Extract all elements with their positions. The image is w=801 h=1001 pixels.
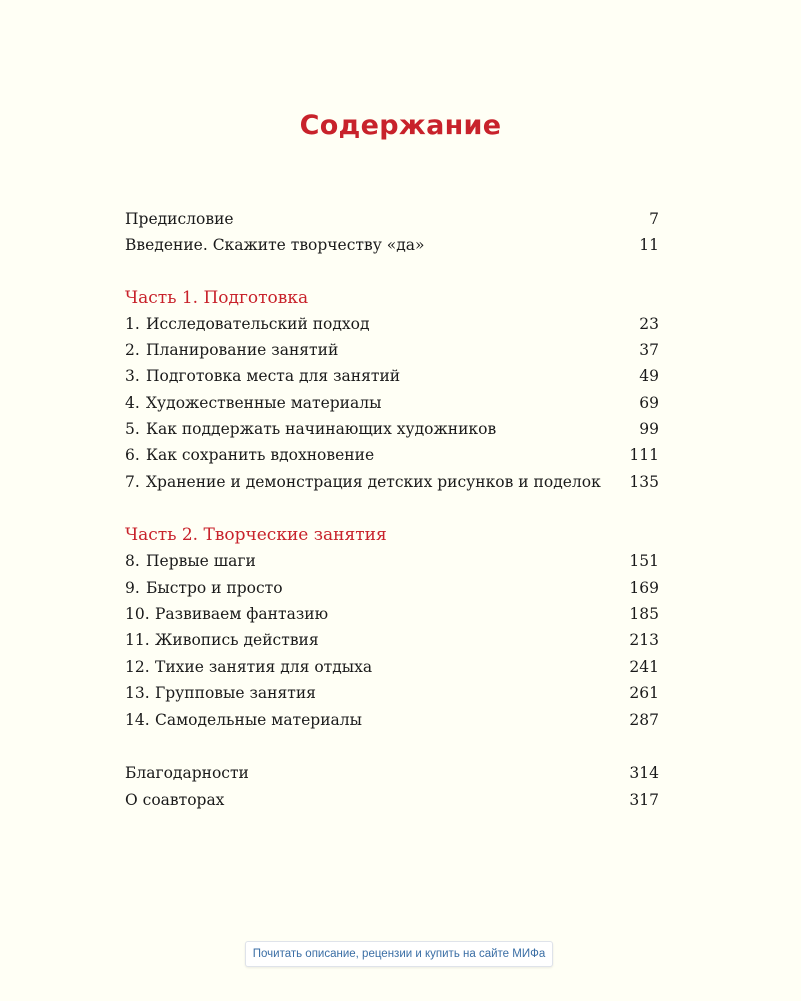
toc-entry-introduction[interactable] (125, 233, 659, 257)
entry-title: О соавторах (125, 791, 225, 809)
entry-title: Планирование занятий (146, 341, 339, 359)
chapter-number: 3. (125, 367, 140, 385)
entry-title: Развиваем фантазию (155, 605, 329, 623)
entry-page: 23 (639, 315, 659, 333)
chapter-number: 11. (125, 631, 150, 649)
chapter-number: 14. (125, 711, 150, 729)
toc-entry-chapter-7[interactable] (125, 470, 659, 494)
entry-page: 11 (639, 236, 659, 254)
toc-entry-chapter-6[interactable] (125, 443, 659, 467)
chapter-number: 2. (125, 341, 140, 359)
toc-entry-chapter-8[interactable] (125, 549, 659, 573)
toc-entry-chapter-2[interactable] (125, 338, 659, 362)
entry-title: Благодарности (125, 764, 249, 782)
entry-page: 99 (639, 420, 659, 438)
chapter-number: 10. (125, 605, 150, 623)
toc-entry-chapter-9[interactable] (125, 576, 659, 600)
toc-entry-chapter-10[interactable] (125, 602, 659, 626)
entry-page: 241 (629, 658, 659, 676)
entry-title: Групповые занятия (155, 684, 316, 702)
chapter-number: 12. (125, 658, 150, 676)
entry-page: 7 (649, 210, 659, 228)
entry-title: Как сохранить вдохновение (146, 446, 375, 464)
entry-title: Самодельные материалы (155, 711, 362, 729)
toc-entry-chapter-5[interactable] (125, 417, 659, 441)
chapter-number: 8. (125, 552, 140, 570)
toc-entry-chapter-12[interactable] (125, 655, 659, 679)
part-1-heading[interactable]: Часть 1. Подготовка (125, 288, 309, 308)
entry-title: Быстро и просто (146, 579, 283, 597)
toc-entry-preface[interactable] (125, 207, 659, 231)
part-2-heading[interactable]: Часть 2. Творческие занятия (125, 525, 387, 545)
toc-entry-acknowledgements[interactable] (125, 761, 659, 785)
entry-page: 135 (629, 473, 659, 491)
entry-title: Художественные материалы (146, 394, 382, 412)
chapter-number: 13. (125, 684, 150, 702)
toc-entry-chapter-11[interactable] (125, 628, 659, 652)
chapter-number: 6. (125, 446, 140, 464)
entry-title: Исследовательский подход (146, 315, 370, 333)
entry-page: 111 (629, 446, 659, 464)
entry-page: 37 (639, 341, 659, 359)
chapter-number: 9. (125, 579, 140, 597)
entry-page: 69 (639, 394, 659, 412)
chapter-number: 7. (125, 473, 140, 491)
toc-entry-chapter-4[interactable] (125, 391, 659, 415)
entry-page: 185 (629, 605, 659, 623)
entry-title: Предисловие (125, 210, 234, 228)
chapter-number: 5. (125, 420, 140, 438)
chapter-number: 1. (125, 315, 140, 333)
toc-entry-chapter-13[interactable] (125, 681, 659, 705)
entry-page: 151 (629, 552, 659, 570)
entry-page: 169 (629, 579, 659, 597)
entry-title: Первые шаги (146, 552, 256, 570)
toc-entry-chapter-14[interactable] (125, 708, 659, 732)
page-title: Содержание (299, 110, 502, 141)
toc-entry-chapter-3[interactable] (125, 364, 659, 388)
entry-title: Тихие занятия для отдыха (155, 658, 373, 676)
entry-page: 287 (629, 711, 659, 729)
entry-page: 213 (629, 631, 659, 649)
entry-title: Как поддержать начинающих художников (146, 420, 497, 438)
chapter-number: 4. (125, 394, 140, 412)
entry-title: Живопись действия (155, 631, 319, 649)
entry-title: Подготовка места для занятий (146, 367, 401, 385)
toc-entry-chapter-1[interactable] (125, 312, 659, 336)
entry-page: 314 (629, 764, 659, 782)
entry-title: Хранение и демонстрация детских рисунков и поделок (146, 473, 601, 491)
entry-page: 49 (639, 367, 659, 385)
entry-page: 261 (629, 684, 659, 702)
entry-title: Введение. Скажите творчеству «да» (125, 236, 425, 254)
buy-on-mif-link[interactable]: Почитать описание, рецензии и купить на сайте МИФа (245, 941, 553, 967)
entry-page: 317 (629, 791, 659, 809)
toc-entry-about-authors[interactable] (125, 788, 659, 812)
